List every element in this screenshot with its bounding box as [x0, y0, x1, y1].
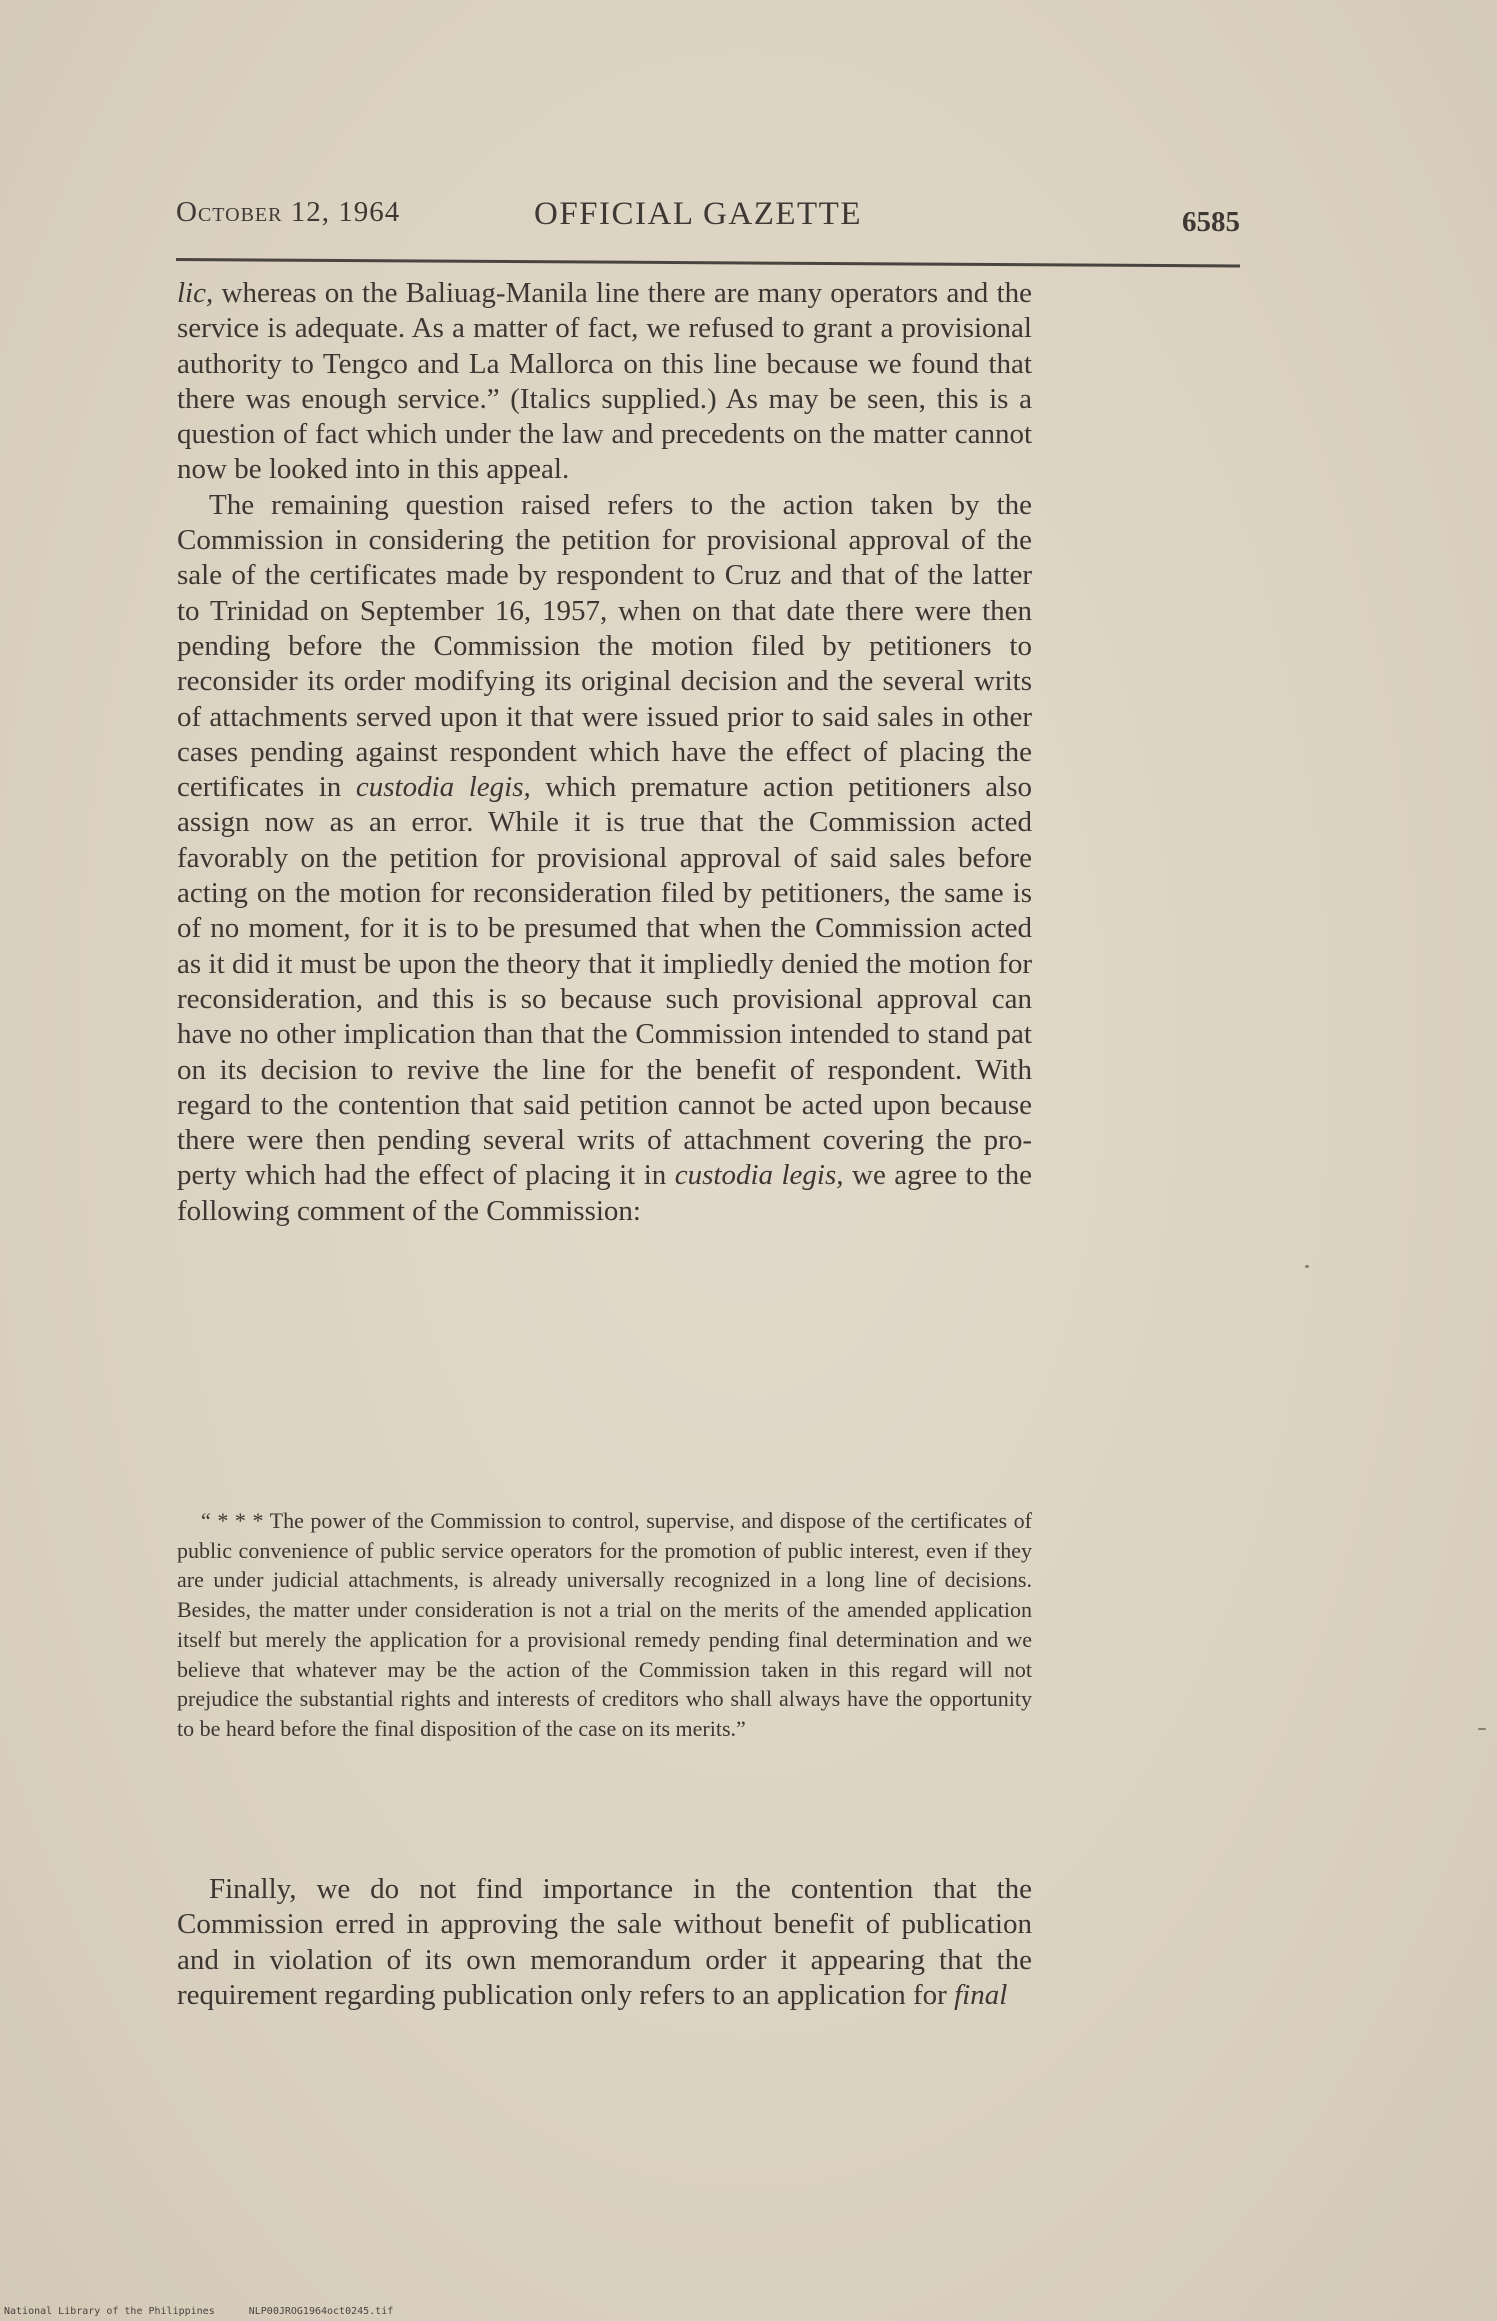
library-credit: National Library of the Philippines: [4, 2306, 215, 2317]
scan-speck: [1478, 1728, 1486, 1730]
running-header: [176, 196, 1240, 246]
paragraph-text: we agree to the following comment of the Commission:: [177, 1159, 1033, 1227]
paragraph-text: which premature action petitioners also assign now as an error. While it is true that the Commission acted favorably on the petition for provisional approval of said sales before acting on the motion for reconsideration filed by petitioners, the same is of no moment, for it is to be presumed that when the Commission acted as it did it must be upon the theory that it impliedly denied the motion for reconsideration, and this is so because such provisional approval can have no other implication than that the Commission intended to stand pat on its decision to revive the line for the benefit of respondent. With regard to the contention that said petition cannot be acted upon because there were then pending several writs of attachment covering the property which had the effect of placing it in: [177, 771, 1033, 1192]
italic-phrase: custodia legis,: [674, 1159, 844, 1192]
block-quote: [177, 1506, 1032, 1744]
paragraph-text: whereas on the Baliuag-Manila line there are many operators and the service is adequate. As a matter of fact, we refused to grant a provisional authority to Tengco and La Mallorca on this line because we found that there was enough service.” (Italics supplied.) As may be seen, this is a question of fact which under the law and precedents on the matter cannot now be looked into in this appeal.: [177, 277, 1032, 486]
paragraph-continued: [177, 276, 1032, 488]
scan-speck: [1305, 1265, 1309, 1268]
header-rule: [176, 258, 1240, 267]
italic-word: lic,: [177, 277, 214, 309]
publication-title: OFFICIAL GAZETTE: [534, 196, 862, 232]
paragraph-finally: [177, 1872, 1032, 2013]
header-date: October 12, 1964: [176, 196, 401, 228]
italic-phrase: custodia legis,: [355, 771, 531, 804]
paragraph-text: Finally, we do not find importance in the contention that the Commission erred in approving the sale without benefit of publication and in violation of its own memorandum order it appearing that the requirement regarding publication only refers to an application for: [177, 1873, 1032, 2011]
paragraph-text: The remaining question raised refers to the action taken by the Commission in considering the petition for provisional approval of the sale of the certificates made by respondent to Cruz and that of the latter to Trinidad on September 16, 1957, when on that date there were then pending before the Commission the motion filed by petitioners to reconsider its order modifying its original decision and the several writs of attachments served upon it that were issued prior to said sales in other cases pending against respondent which have the effect of placing the certificates in: [177, 488, 1032, 804]
scan-filename: NLP00JROG1964oct0245.tif: [248, 2306, 394, 2317]
main-body-text: [177, 276, 1032, 1229]
paragraph-remaining-question: [177, 488, 1032, 1229]
italic-word: final: [954, 1978, 1008, 2011]
quote-text: “ * * * The power of the Commission to control, supervise, and dispose of the certificates of public convenience of public service operators for the promotion of public interest, even if they are under judicial attachments, is already universally recognized in a long line of decisions. Besides, the matter under consideration is not a trial on the merits of the amended application itself but merely the application for a provisional remedy pending final determination and we believe that whatever may be the action of the Commission taken in this regard will not prejudice the substantial rights and interests of creditors who shall always have the opportunity to be heard before the final disposition of the case on its merits.”: [177, 1508, 1032, 1741]
scan-footer: [4, 2306, 421, 2317]
final-paragraph: [177, 1872, 1032, 2013]
page-number: 6585: [1182, 206, 1240, 238]
